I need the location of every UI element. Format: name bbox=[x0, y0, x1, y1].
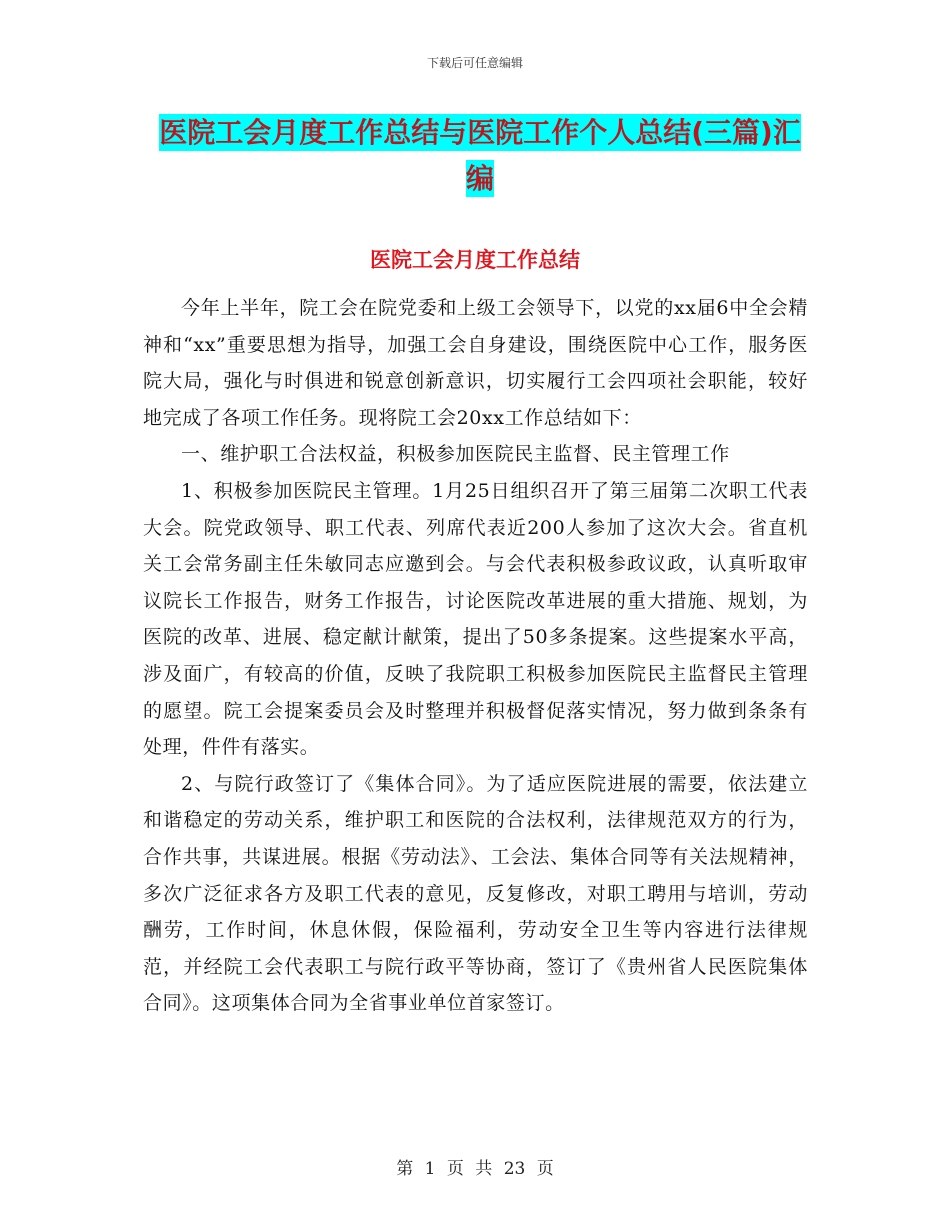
paragraph: 2、与院行政签订了《集体合同》。为了适应医院进展的需要，依法建立和谐稳定的劳动关系，维护职工和医院的合法权利，法律规范双方的行为，合作共事，共谋进展。根据《劳动法》、工会法、集体合同等有关法规精神，多次广泛征求各方及职工代表的意见，反复修改，对职工聘用与培训，劳动酬劳，工作时间，休息休假，保险福利，劳动安全卫生等内容进行法律规范，并经院工会代表职工与院行政平等协商，签订了《贵州省人民医院集体合同》。这项集体合同为全省事业单位首家签订。 bbox=[143, 772, 808, 1015]
document-title-text: 医院工会月度工作总结与医院工作个人总结(三篇)汇编 bbox=[159, 116, 801, 195]
paragraph: 今年上半年，院工会在院党委和上级工会领导下，以党的xx届6中全会精神和“xx”重要思想为指导，加强工会自身建设，围绕医院中心工作，服务医院大局，强化与时俱进和锐意创新意识，切实履行工会四项社会职能，较好地完成了各项工作任务。现将院工会20xx工作总结如下： bbox=[143, 297, 808, 429]
document-body bbox=[143, 290, 808, 1022]
header-note: 下载后可任意编辑 bbox=[426, 56, 523, 70]
document-title bbox=[150, 110, 810, 202]
paragraph: 1、积极参加医院民主管理。1月25日组织召开了第三届第二次职工代表大会。院党政领导、职工代表、列席代表近200人参加了这次大会。省直机关工会常务副主任朱敏同志应邀到会。与会代表积极参政议政，认真听取审议院长工作报告，财务工作报告，讨论医院改革进展的重大措施、规划，为医院的改革、进展、稳定献计献策，提出了50多条提案。这些提案水平高，涉及面广，有较高的价值，反映了我院职工积极参加医院民主监督民主管理的愿望。院工会提案委员会及时整理并积极督促落实情况，努力做到条条有处理，件件有落实。 bbox=[143, 479, 808, 759]
page-number: 第 1 页 共 23 页 bbox=[396, 1159, 554, 1179]
paragraph: 一、维护职工合法权益，积极参加医院民主监督、民主管理工作 bbox=[181, 443, 730, 466]
section-title: 医院工会月度工作总结 bbox=[370, 248, 580, 272]
